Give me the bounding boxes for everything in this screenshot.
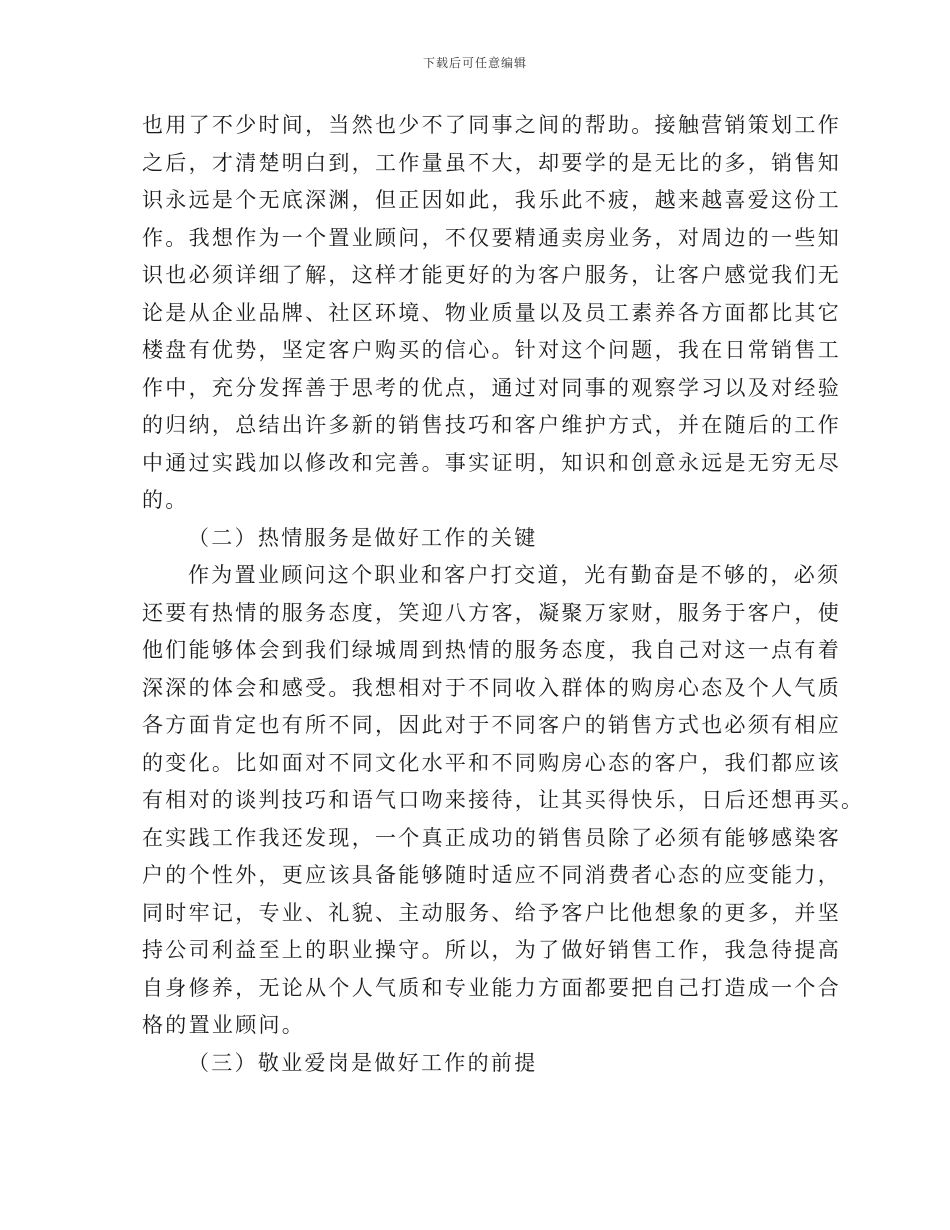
text-line: 的。 — [142, 488, 189, 512]
text-line: 论是从企业品牌、社区环境、物业质量以及员工素养各方面都比其它 — [142, 300, 841, 325]
text-line: 他们能够体会到我们绿城周到热情的服务态度，我自己对这一点有着 — [142, 638, 841, 662]
text-line: 作中，充分发挥善于思考的优点，通过对同事的观察学习以及对经验 — [142, 375, 841, 400]
section-heading: （二）热情服务是做好工作的关键 — [188, 525, 538, 550]
section-heading: （三）敬业爱岗是做好工作的前提 — [188, 1050, 538, 1075]
text-line: 之后，才清楚明白到，工作量虽不大，却要学的是无比的多，销售知 — [142, 150, 841, 175]
text-line: 自身修养，无论从个人气质和专业能力方面都要把自己打造成一个合 — [142, 975, 841, 1000]
text-line: 的归纳，总结出许多新的销售技巧和客户维护方式，并在随后的工作 — [142, 413, 841, 437]
text-line: 识也必须详细了解，这样才能更好的为客户服务，让客户感觉我们无 — [142, 263, 841, 287]
text-line: 格的置业顾问。 — [142, 1013, 306, 1037]
text-line: 中通过实践加以修改和完善。事实证明，知识和创意永远是无穷无尽 — [142, 450, 841, 475]
text-line: 识永远是个无底深渊，但正因如此，我乐此不疲，越来越喜爱这份工 — [142, 188, 841, 212]
text-line: 也用了不少时间，当然也少不了同事之间的帮助。接触营销策划工作 — [142, 113, 841, 137]
page-header-note: 下载后可任意编辑 — [422, 56, 527, 70]
document-body — [142, 107, 865, 1082]
text-line: 同时牢记，专业、礼貌、主动服务、给予客户比他想象的更多，并坚 — [142, 900, 841, 925]
text-line: 深深的体会和感受。我想相对于不同收入群体的购房心态及个人气质 — [142, 675, 841, 700]
text-line: 在实践工作我还发现，一个真正成功的销售员除了必须有能够感染客 — [142, 825, 841, 850]
text-line: 楼盘有优势，坚定客户购买的信心。针对这个问题，我在日常销售工 — [142, 338, 841, 362]
text-line: 各方面肯定也有所不同，因此对于不同客户的销售方式也必须有相应 — [142, 713, 841, 737]
text-line: 作。我想作为一个置业顾问，不仅要精通卖房业务，对周边的一些知 — [142, 225, 841, 250]
text-line: 的变化。比如面对不同文化水平和不同购房心态的客户，我们都应该 — [142, 750, 841, 775]
text-line: 户的个性外，更应该具备能够随时适应不同消费者心态的应变能力， — [142, 863, 841, 887]
paragraph-first-line: 作为置业顾问这个职业和客户打交道，光有勤奋是不够的，必须 — [188, 563, 841, 587]
text-line: 有相对的谈判技巧和语气口吻来接待，让其买得快乐，日后还想再买。 — [142, 788, 865, 812]
text-line: 还要有热情的服务态度，笑迎八方客，凝聚万家财，服务于客户，使 — [142, 600, 841, 625]
text-line: 持公司利益至上的职业操守。所以，为了做好销售工作，我急待提高 — [142, 938, 841, 962]
